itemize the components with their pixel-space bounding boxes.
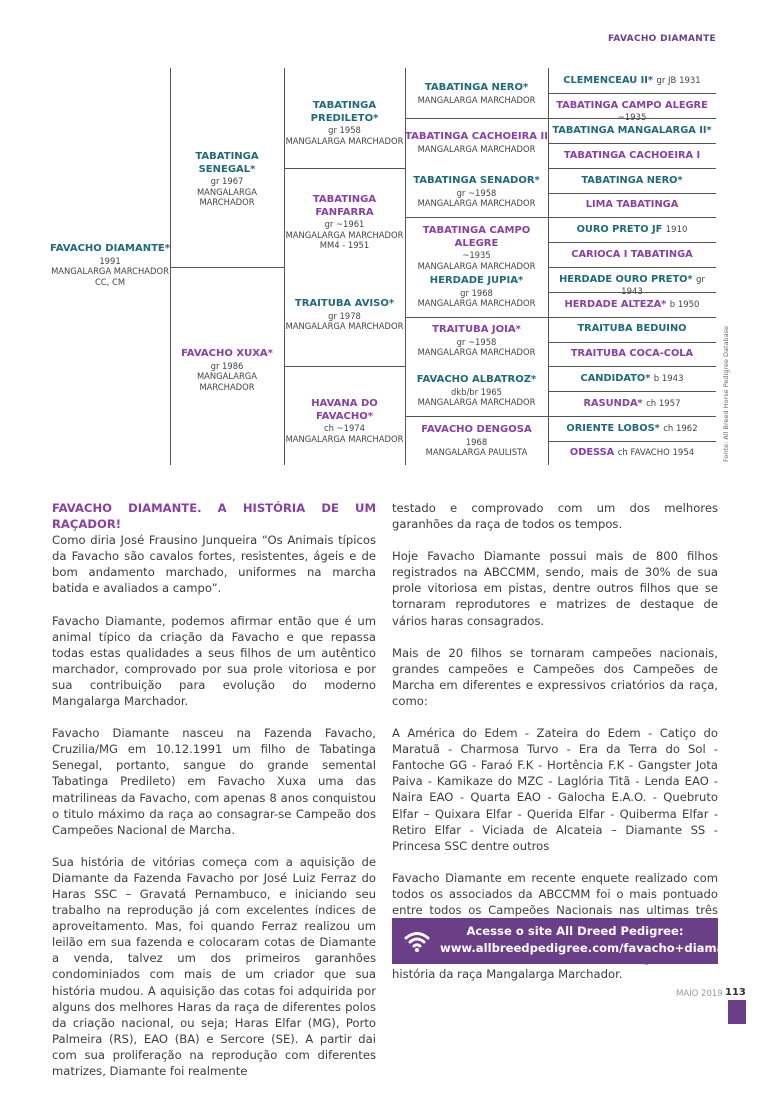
horse-info: MANGALARGA MARCHADOR — [285, 321, 404, 331]
horse-info: ch 1962 — [663, 424, 698, 434]
divider — [548, 267, 716, 268]
pedigree-gen2 — [284, 100, 405, 146]
horse-name: TABATINGA CAMPO ALEGRE — [556, 100, 708, 111]
horse-name: TABATINGA NERO* — [424, 82, 529, 93]
horse-name: TRAITUBA AVISO* — [294, 298, 395, 309]
horse-name: FAVACHO XUXA* — [181, 348, 273, 359]
horse-info: gr 1986 — [210, 360, 244, 371]
horse-info: MM4 - 1951 — [319, 240, 370, 250]
pedigree-gen4 — [548, 175, 716, 187]
pedigree-gen4 — [548, 323, 716, 335]
pedigree-gen4 — [548, 398, 716, 410]
pedigree-gen4 — [548, 373, 716, 385]
horse-info: ch ~1974 — [324, 423, 365, 433]
horse-info: MANGALARGA MARCHADOR — [417, 260, 536, 271]
website-banner[interactable] — [392, 918, 747, 964]
horse-info: ~1935 — [462, 250, 491, 260]
pedigree-chart — [0, 0, 768, 480]
horse-info: MANGALARGA MARCHADOR — [196, 186, 258, 207]
horse-info: MANGALARGA MARCHADOR — [285, 229, 404, 240]
horse-info: MANGALARGA MARCHADOR — [417, 94, 536, 105]
page-number: 113 — [725, 987, 746, 998]
horse-info: gr 1967 — [210, 176, 244, 186]
divider — [548, 441, 716, 442]
horse-name: CLEMENCEAU II* — [563, 75, 654, 86]
divider — [405, 217, 548, 218]
horse-info: gr 1958 — [328, 125, 361, 135]
horse-name: TRAITUBA COCA-COLA — [570, 348, 694, 359]
wifi-icon — [404, 930, 430, 956]
horse-name: TABATINGA CACHOEIRA II — [405, 131, 548, 142]
horse-info: MANGALARGA MARCHADOR — [417, 298, 536, 308]
divider — [170, 267, 284, 268]
banner-url[interactable]: www.allbreedpedigree.com/favacho+diamante — [440, 941, 747, 955]
divider — [548, 366, 716, 367]
pedigree-subject — [48, 243, 172, 287]
pedigree-gen3 — [405, 175, 548, 209]
pedigree-gen4 — [548, 224, 716, 236]
horse-name: TABATINGA SENADOR* — [413, 175, 540, 186]
horse-name: HERDADE OURO PRETO* — [559, 274, 693, 285]
divider — [548, 168, 716, 169]
pedigree-gen4 — [548, 150, 716, 162]
horse-info: gr 1943 — [621, 275, 705, 298]
pedigree-sire — [170, 151, 284, 208]
horse-info: MANGALARGA MARCHADOR — [417, 397, 536, 407]
accent-bar — [728, 1000, 746, 1024]
article-heading: FAVACHO DIAMANTE. A HISTÓRIA DE UM RAÇADOR! — [52, 501, 376, 532]
pedigree-gen4 — [548, 249, 716, 261]
pedigree-gen3 — [405, 324, 548, 358]
divider — [405, 118, 548, 119]
horse-info: gr ~1958 — [456, 187, 497, 198]
pedigree-gen4 — [548, 125, 716, 137]
horse-info: 1910 — [665, 225, 688, 235]
horse-info: gr ~1961 — [324, 219, 365, 229]
pedigree-gen4 — [548, 75, 716, 87]
horse-name: TABATINGA PREDILETO* — [310, 100, 379, 124]
horse-info: gr JB 1931 — [656, 76, 701, 86]
horse-info: dkb/br 1965 — [450, 386, 503, 397]
pedigree-gen4 — [548, 199, 716, 211]
horse-info: ch FAVACHO 1954 — [617, 448, 695, 458]
divider — [284, 168, 405, 169]
horse-info: ~1935 — [617, 113, 647, 124]
pedigree-gen3 — [405, 82, 548, 105]
paragraph: Sua história de vitórias começa com a aquisição de Diamante da Fazenda Favacho por José Luiz Ferraz do Haras SSC – Gravatá Pernambuco, e iniciando seu trabalho na reprodução já com excelentes índices de aproveitamento. Mas, foi quando Ferraz realizou um leilão em sua fazenda e colocaram cotas de Diamante a venda, talvez um dos primeiros garanhões condominiados com mais de um criador que sua história mudou. A aquisição das cotas foi adquirida por alguns dos melhores Haras da raça de diferentes polos da criação nacional, ou seja; Haras Elfar (MG), Porto Palmeira (RS), EAO (BA) e Sercore (SE). A partir dai com sua proliferação na reprodução com diferentes matrizes, Diamante foi realmente — [52, 854, 376, 1078]
horse-name: ODESSA — [569, 447, 615, 458]
horse-info: MANGALARGA MARCHADOR — [285, 433, 404, 444]
divider — [548, 193, 716, 194]
pedigree-gen3 — [405, 374, 548, 408]
horse-name: HERDADE JUPIA* — [429, 275, 524, 286]
horse-name: TABATINGA CAMPO ALEGRE — [422, 225, 531, 249]
horse-name: ORIENTE LOBOS* — [566, 423, 660, 434]
horse-name: TABATINGA SENEGAL* — [195, 151, 259, 175]
divider — [548, 317, 716, 318]
pedigree-gen4 — [548, 447, 716, 459]
horse-name: CARIOCA I TABATINGA — [571, 249, 693, 260]
horse-info: MANGALARGA MARCHADOR — [285, 135, 404, 146]
horse-name: TABATINGA NERO* — [581, 175, 683, 186]
divider — [548, 93, 716, 94]
horse-info: MANGALARGA MARCHADOR — [417, 198, 536, 208]
divider — [284, 366, 405, 367]
paragraph: A América do Edem - Zateira do Edem - Catiço do Maratuã - Charmosa Turvo - Era da Terra do Sol - Fantoche GG - Faraó F.K - Hortência F.K - Gangster Jota Paiva - Kamikaze do MZC - Laglória Titã - Lenda EAO - Naira EAO - Quarta EAO - Galocha E.A.O. - Quebruto Elfar – Quixara Elfar - Querida Elfar - Quiberma Elfar - Retiro Elfar - Viciada de Alcateia – Diamante SS - Princesa SSC dentre outros — [392, 726, 718, 853]
horse-info: gr ~1958 — [456, 336, 497, 347]
horse-name: TRAITUBA BEDUINO — [577, 323, 687, 334]
pedigree-gen3 — [405, 131, 548, 154]
paragraph: testado e comprovado com um dos melhores garanhões da raça de todos os tempos. — [392, 501, 718, 532]
horse-name: LIMA TABATINGA — [585, 199, 679, 210]
divider — [548, 416, 716, 417]
paragraph: história da raça Mangalarga Marchador. — [392, 967, 623, 982]
pedigree-gen4 — [548, 423, 716, 435]
horse-name: TABATINGA MANGALARGA II* — [552, 125, 712, 136]
pedigree-gen4 — [548, 348, 716, 360]
horse-name: FAVACHO DENGOSA — [421, 424, 532, 435]
divider — [548, 143, 716, 144]
horse-name: HERDADE ALTEZA* — [564, 299, 667, 310]
horse-info: 1968 — [465, 436, 488, 447]
paragraph: Hoje Favacho Diamante possui mais de 800 filhos registrados na ABCCMM, sendo, mais de 30% de sua prole vitoriosa em pistas, dentre outros filhos que se tornaram reprodutores e matrizes de destaque de vários haras consagrados. — [392, 549, 718, 628]
paragraph: Favacho Diamante em recente enquete realizado com todos os associados da ABCCMM foi o mais pontuado entre todos os Campeões Nacionais nas ultimas três — [392, 870, 718, 917]
pedigree-gen4 — [548, 299, 716, 311]
paragraph: Favacho Diamante nasceu na Fazenda Favacho, Cruzilia/MG em 10.12.1991 um filho de Tabatinga Senegal, portanto, sangue do grande semental Tabatinga Predileto) em Favacho Xuxa uma das matrilineas da Favacho, com apenas 8 anos conquistou o titulo máximo da raça ao consagrar-se Campeão dos Campeões Nacional de Marcha. — [52, 726, 376, 837]
horse-name: TRAITUBA JOIA* — [432, 324, 521, 335]
pedigree-dam — [170, 348, 284, 392]
pedigree-gen2 — [284, 398, 405, 444]
horse-info: CC, CM — [94, 276, 126, 287]
source-credit: Fonte: All Breed Horse Pedigree Database — [722, 325, 730, 462]
horse-info: MANGALARGA MARCHADOR — [417, 143, 536, 154]
horse-name: FAVACHO ALBATROZ* — [416, 374, 537, 385]
pedigree-gen3 — [405, 275, 548, 309]
pedigree-gen4 — [548, 274, 716, 298]
horse-info: MANGALARGA MARCHADOR — [196, 371, 258, 392]
banner-title: Acesse o site All Dreed Pedigree: — [466, 924, 684, 938]
section-title: FAVACHO DIAMANTE — [607, 34, 716, 44]
horse-name: CANDIDATO* — [580, 373, 651, 384]
divider — [548, 242, 716, 243]
pedigree-gen4 — [548, 100, 716, 124]
horse-name: OURO PRETO JF — [576, 224, 663, 235]
pedigree-gen3 — [405, 225, 548, 271]
paragraph: Mais de 20 filhos se tornaram campeões nacionais, grandes campeões e Campeões dos Campeões de Marcha em diferentes e expressivos criatórios da raça, como: — [392, 645, 718, 708]
horse-info: 1991 — [99, 255, 121, 266]
horse-info: MANGALARGA MARCHADOR — [417, 347, 536, 357]
horse-name: RASUNDA* — [583, 398, 643, 409]
divider — [405, 317, 548, 318]
horse-name: TABATINGA CACHOEIRA I — [563, 150, 701, 161]
divider — [548, 391, 716, 392]
divider — [548, 217, 716, 218]
horse-info: b 1943 — [653, 374, 684, 384]
pedigree-gen2 — [284, 298, 405, 332]
horse-info: ch 1957 — [646, 399, 681, 409]
horse-info: MANGALARGA PAULISTA — [425, 447, 528, 457]
horse-name: HAVANA DO FAVACHO* — [311, 398, 378, 422]
horse-info: b 1950 — [669, 300, 700, 310]
divider — [405, 416, 548, 417]
issue-date: MAIO 2019 — [676, 989, 723, 999]
pedigree-gen2 — [284, 194, 405, 251]
paragraph: Como diria José Frausino Junqueira “Os Animais típicos da Favacho são cavalos fortes, resistentes, ágeis e de bom andamento marchado, uniformes na marcha batida e avaliados a campo”. — [52, 533, 376, 596]
horse-info: gr 1968 — [460, 287, 493, 298]
pedigree-gen3 — [405, 424, 548, 458]
article-column-left — [52, 500, 376, 1095]
divider — [548, 342, 716, 343]
horse-info: MANGALARGA MARCHADOR — [51, 266, 169, 276]
paragraph: Favacho Diamante, podemos afirmar então que é um animal típico da criação da Favacho e que repassa todas estas qualidades a seus filhos de um autêntico marchador, comprovado por sua prole vitoriosa e por sua contribuição para evolução do moderno Mangalarga Marchador. — [52, 613, 376, 709]
horse-name: TABATINGA FANFARRA — [312, 194, 377, 218]
horse-info: gr 1978 — [328, 310, 361, 321]
horse-name: FAVACHO DIAMANTE* — [50, 243, 170, 254]
